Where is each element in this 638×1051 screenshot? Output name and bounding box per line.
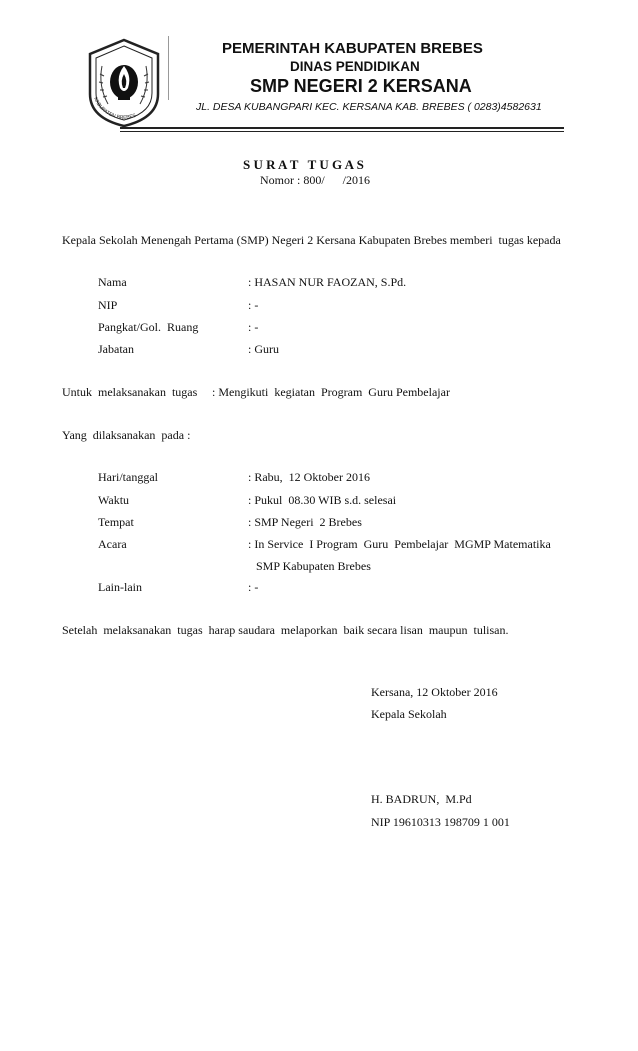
event-label-date: Hari/tanggal <box>98 470 158 484</box>
event-value-place: : SMP Negeri 2 Brebes <box>248 515 362 529</box>
seal-lettering: KABUPATEN BREBES <box>92 96 138 121</box>
signature-name: H. BADRUN, M.Pd <box>371 792 472 806</box>
header-divider <box>168 36 169 100</box>
closing-paragraph: Setelah melaksanakan tugas harap saudara melaporkan baik secara lisan maupun tulisan. <box>62 623 509 637</box>
header-rule-thick <box>120 127 564 129</box>
intro-paragraph: Kepala Sekolah Menengah Pertama (SMP) Negeri 2 Kersana Kabupaten Brebes memberi tugas kepada <box>62 233 561 247</box>
event-label-place: Tempat <box>98 515 134 529</box>
purpose-label: Untuk melaksanakan tugas <box>62 385 198 399</box>
event-label-time: Waktu <box>98 493 130 507</box>
document-title: S U R A T T U G A S <box>243 157 364 172</box>
person-label-rank: Pangkat/Gol. Ruang <box>98 320 199 334</box>
document-number: Nomor : 800/ /2016 <box>260 173 370 187</box>
event-value-agenda: : In Service I Program Guru Pembelajar MGMP Matematika <box>248 537 551 551</box>
header-line-2: DINAS PENDIDIKAN <box>290 59 420 74</box>
header-line-3: SMP NEGERI 2 KERSANA <box>250 76 472 96</box>
event-value-agenda-cont: SMP Kabupaten Brebes <box>256 559 371 573</box>
event-value-other: : - <box>248 580 259 594</box>
event-value-time: : Pukul 08.30 WIB s.d. selesai <box>248 493 397 507</box>
event-value-date: : Rabu, 12 Oktober 2016 <box>248 470 370 484</box>
person-value-name: : HASAN NUR FAOZAN, S.Pd. <box>248 275 407 289</box>
person-value-nip: : - <box>248 298 259 312</box>
header-address: JL. DESA KUBANGPARI KEC. KERSANA KAB. BREBES ( 0283)4582631 <box>196 101 542 113</box>
event-label-other: Lain-lain <box>98 580 142 594</box>
event-label-agenda: Acara <box>98 537 127 551</box>
signature-place-date: Kersana, 12 Oktober 2016 <box>371 685 498 699</box>
signature-nip: NIP 19610313 198709 1 001 <box>371 815 510 829</box>
person-value-position: : Guru <box>248 342 279 356</box>
person-label-nip: NIP <box>98 298 118 312</box>
header-line-1: PEMERINTAH KABUPATEN BREBES <box>222 40 483 57</box>
person-label-name: Nama <box>98 275 127 289</box>
regency-seal-logo <box>78 36 170 130</box>
purpose-value: : Mengikuti kegiatan Program Guru Pembelajar <box>212 385 450 399</box>
header-rule-thin <box>120 131 564 132</box>
signature-position: Kepala Sekolah <box>371 707 447 721</box>
executed-on-label: Yang dilaksanakan pada : <box>62 428 191 442</box>
person-label-position: Jabatan <box>98 342 134 356</box>
person-value-rank: : - <box>248 320 259 334</box>
